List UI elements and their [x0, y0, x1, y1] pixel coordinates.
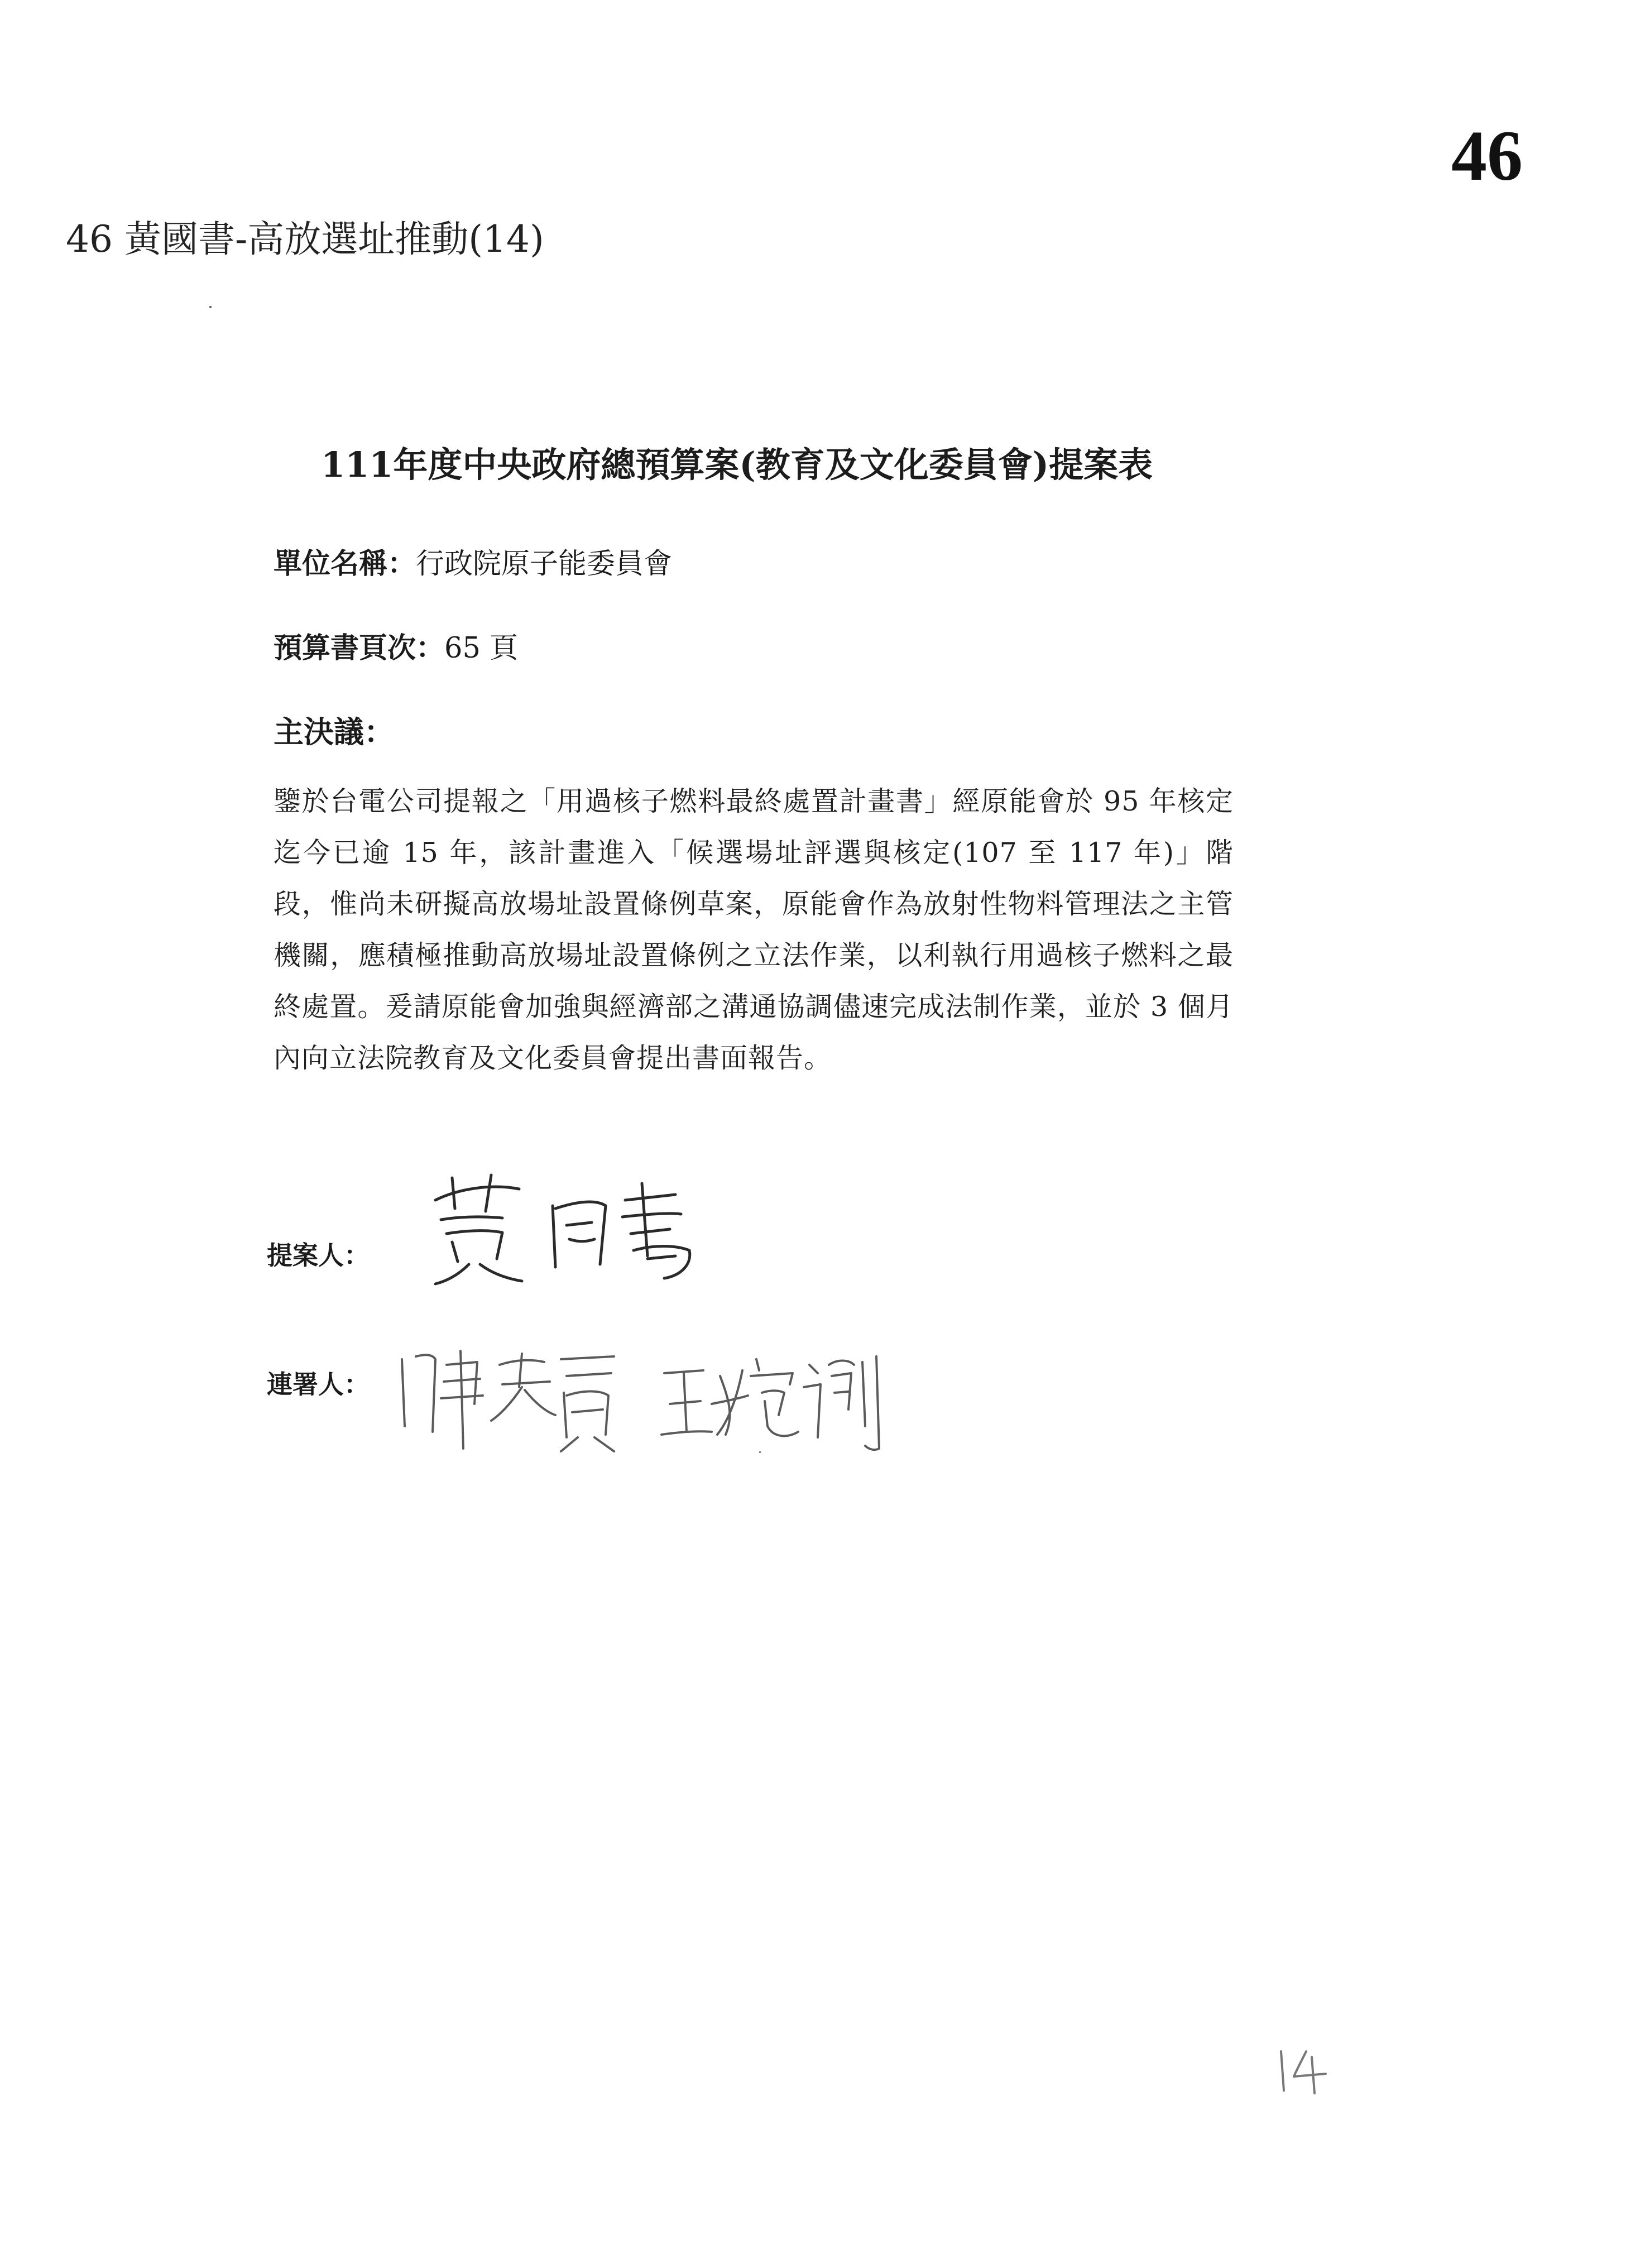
scan-speck	[209, 306, 212, 308]
cosigner-signature-1	[394, 1342, 628, 1454]
cosigner-signature-2	[659, 1342, 893, 1454]
cosigner-label: 連署人：	[267, 1369, 370, 1399]
budget-page-field	[274, 631, 519, 665]
unit-name-value: 行政院原子能委員會	[416, 548, 673, 581]
unit-name-label: 單位名稱：	[274, 547, 416, 581]
budget-page-value: 65 頁	[444, 632, 519, 665]
proposer-signature	[413, 1167, 714, 1289]
form-title: 111年度中央政府總預算案(教育及文化委員會)提案表	[321, 444, 1153, 485]
budget-page-label: 預算書頁次：	[274, 631, 445, 665]
page-number: 46	[1451, 116, 1523, 195]
footer-page-number	[1273, 2046, 1340, 2096]
resolution-body: 鑒於台電公司提報之「用過核子燃料最終處置計畫書」經原能會於 95 年核定迄今已逾 15 年，該計畫進入「候選場址評選與核定(107 至 117 年)」階段，惟尚未研擬高放場址設置條例草案，原能會作為放射性物料管理法之主管機關，應積極推動高放場址設置條例之立法作業，以利執行用過核子燃料之最終處置。爰請原能會加強與經濟部之溝通協調儘速完成法制作業，並於 3 個月內向立法院教育及文化委員會提出書面報告。	[274, 785, 1234, 1074]
resolution-heading: 主決議：	[274, 714, 394, 750]
proposer-label: 提案人：	[267, 1240, 370, 1270]
scan-speck	[759, 1451, 761, 1453]
unit-name-field	[274, 547, 673, 581]
document-header: 46 黃國書-高放選址推動(14)	[66, 218, 544, 261]
